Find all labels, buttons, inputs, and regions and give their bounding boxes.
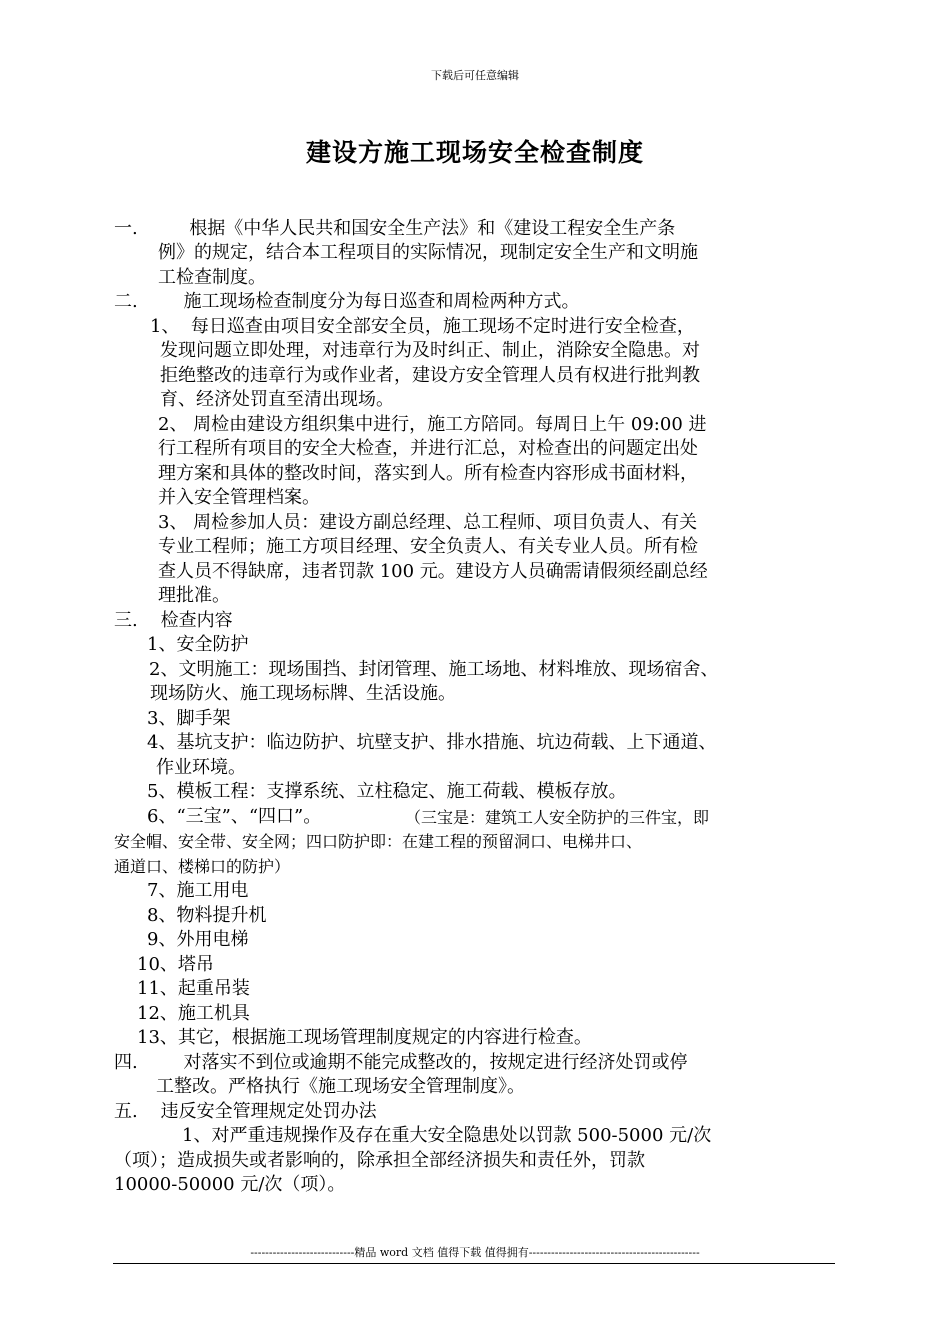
section-2-item-3-line-1: 3、 周检参加人员：建设方副总经理、总工程师、项目负责人、有关	[158, 512, 698, 533]
section-3-item-6-note-line-1: （三宝是：建筑工人安全防护的三件宝，即	[405, 808, 710, 827]
section-5-item-1-line-1: 1、对严重违规操作及存在重大安全隐患处以罚款 500-5000 元/次	[182, 1125, 712, 1146]
section-2-heading: 二. 施工现场检查制度分为每日巡查和周检两种方式。	[114, 291, 580, 312]
section-3-item-10: 10、塔吊	[137, 954, 214, 975]
section-5-heading: 五. 违反安全管理规定处罚办法	[114, 1101, 377, 1122]
section-3-item-4-line-2: 作业环境。	[156, 757, 246, 778]
section-3-item-5: 5、模板工程：支撑系统、立柱稳定、施工荷载、模板存放。	[147, 781, 627, 802]
section-3-item-6: 6、“三宝”、“四口”。	[147, 806, 322, 827]
section-5-item-1-line-2: （项）；造成损失或者影响的，除承担全部经济损失和责任外，罚款	[114, 1150, 645, 1171]
section-2-item-3-line-4: 理批准。	[158, 585, 230, 606]
section-2-item-3-line-2: 专业工程师；施工方项目经理、安全负责人、有关专业人员。所有检	[158, 536, 698, 557]
section-2-item-3-line-3: 查人员不得缺席，违者罚款 100 元。建设方人员确需请假须经副总经	[158, 561, 708, 582]
section-2-item-1-line-2: 发现问题立即处理，对违章行为及时纠正、制止，消除安全隐患。对	[160, 340, 700, 361]
section-1-line-3: 工检查制度。	[158, 267, 266, 288]
document-title: 建设方施工现场安全检查制度	[305, 138, 644, 167]
section-3-item-2-line-2: 现场防火、施工现场标牌、生活设施。	[150, 683, 456, 704]
section-2-item-1-line-4: 育、经济处罚直至清出现场。	[160, 389, 394, 410]
section-3-item-6-note-line-3: 通道口、楼梯口的防护）	[114, 857, 291, 876]
section-3-item-7: 7、施工用电	[147, 880, 249, 901]
section-2-item-1-line-1: 1、 每日巡查由项目安全部安全员，施工现场不定时进行安全检查，	[150, 316, 695, 337]
section-3-heading: 三. 检查内容	[114, 610, 233, 631]
section-3-item-6-note-line-2: 安全帽、安全带、安全网；四口防护即：在建工程的预留洞口、电梯井口、	[114, 832, 643, 851]
section-3-item-13: 13、其它，根据施工现场管理制度规定的内容进行检查。	[137, 1027, 592, 1048]
section-1-line-2: 例》的规定，结合本工程项目的实际情况，现制定安全生产和文明施	[158, 242, 698, 263]
section-2-item-2-line-1: 2、 周检由建设方组织集中进行，施工方陪同。每周日上午 09:00 进	[158, 414, 707, 435]
page-footer-note: ----------------------------精品 word 文档 值得下载 值得拥有----------------------------------------------	[250, 1246, 700, 1259]
section-3-item-3: 3、脚手架	[147, 708, 231, 729]
section-3-item-9: 9、外用电梯	[147, 929, 249, 950]
section-3-item-1: 1、安全防护	[147, 634, 249, 655]
section-5-item-1-line-3: 10000-50000 元/次（项）。	[114, 1174, 346, 1195]
section-3-item-4-line-1: 4、基坑支护：临边防护、坑壁支护、排水措施、坑边荷载、上下通道、	[147, 732, 717, 753]
section-3-item-2-line-1: 2、文明施工：现场围挡、封闭管理、施工场地、材料堆放、现场宿舍、	[149, 659, 719, 680]
section-3-item-12: 12、施工机具	[137, 1003, 250, 1024]
section-1-line-1: 一. 根据《中华人民共和国安全生产法》和《建设工程安全生产条	[114, 218, 676, 239]
section-3-item-8: 8、物料提升机	[147, 905, 267, 926]
section-2-item-2-line-3: 理方案和具体的整改时间，落实到人。所有检查内容形成书面材料，	[158, 463, 698, 484]
section-2-item-2-line-2: 行工程所有项目的安全大检查，并进行汇总，对检查出的问题定出处	[158, 438, 698, 459]
page-header-note: 下载后可任意编辑	[431, 69, 519, 82]
footer-divider	[113, 1263, 835, 1264]
section-3-item-11: 11、起重吊装	[137, 978, 250, 999]
section-4-line-2: 工整改。严格执行《施工现场安全管理制度》。	[156, 1076, 525, 1097]
section-4-line-1: 四. 对落实不到位或逾期不能完成整改的，按规定进行经济处罚或停	[114, 1052, 688, 1073]
section-2-item-2-line-4: 并入安全管理档案。	[158, 487, 320, 508]
section-2-item-1-line-3: 拒绝整改的违章行为或作业者，建设方安全管理人员有权进行批判教	[160, 365, 700, 386]
